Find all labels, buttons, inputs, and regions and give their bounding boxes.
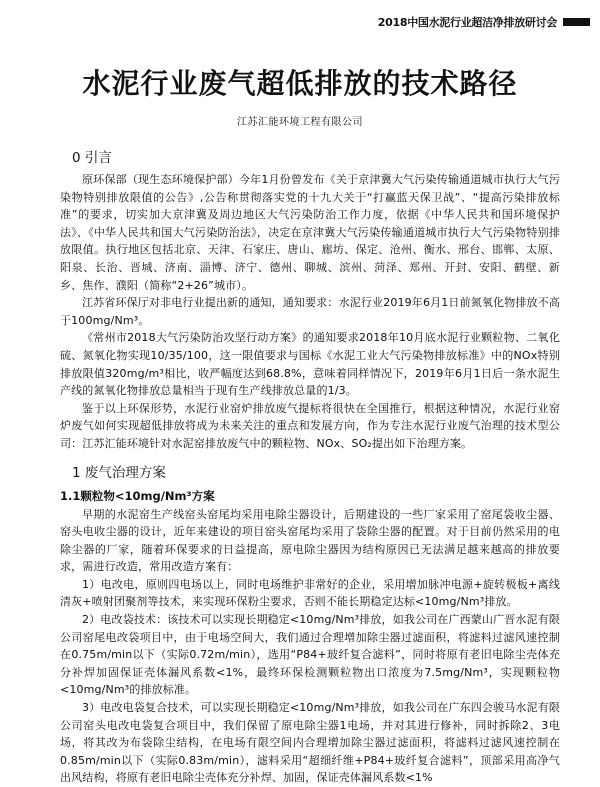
section-heading-introduction: 0 引言 xyxy=(72,150,112,166)
paragraph: 2）电改袋技术：该技术可以实现长期稳定<10mg/Nm³排放，如我公司在广西蒙山广晋水泥有限公司窑尾电改袋项目中，由于电场空间大，我们通过合理增加除尘器过滤面积，将滤料过滤风速控制在0.75m/min以下（实际0.72m/min），选用“P84+玻纤复合滤料”，同时将原有老旧电除尘壳体充分补焊加固保证壳体漏风系数<1%，最终环保检测颗粒物出口浓度为7.5mg/Nm³，实现颗粒物<10mg/Nm³的排放标准。 xyxy=(60,613,560,697)
paragraph: 鉴于以上环保形势，水泥行业窑炉排放废气提标将很快在全国推行，根据这种情况，水泥行业窑炉废气如何实现超低排放将成为未来关注的重点和发展方向，作为专注水泥行业废气治理的技术型公司：江苏汇能环境针对水泥窑排放废气中的颗粒物、NOx、SO₂提出如下治理方案。 xyxy=(60,401,560,450)
paragraph: 早期的水泥窑生产线窑头窑尾均采用电除尘器设计，后期建设的一些厂家采用了窑尾袋收尘器、窑头电收尘器的设计，近年来建设的项目窑头窑尾均采用了袋除尘器的配置。对于目前仍然采用的电除尘器的厂家，随着环保要求的日益提高，原电除尘器因为结构原因已无法满足越来越高的排放要求，需进行改造，常用改造方案有： xyxy=(60,507,560,574)
section-heading-treatment: 1 废气治理方案 xyxy=(72,464,166,481)
subsection-heading-particulate: 1.1颗粒物<10mg/Nm³方案 xyxy=(60,488,215,503)
running-head xyxy=(378,14,590,30)
article-body xyxy=(60,147,560,787)
paragraph: 原环保部（现生态环境保护部）今年1月份曾发布《关于京津冀大气污染传输通道城市执行大气污染物特别排放限值的公告》,公告称贯彻落实党的十九大关于“打赢蓝天保卫战”、“提高污染排放标准”的要求，切实加大京津冀及周边地区大气污染防治工作力度，依据《中华人民共和国环境保护法》、《中华人民共和国大气污染防治法》，决定在京津冀大气污染传输通道城市执行大气污染物特别排放限值。执行地区包括北京、天津、石家庄、唐山、廊坊、保定、沧州、衡水、邢台、邯郸、太原、阳泉、长治、晋城、济南、淄博、济宁、德州、聊城、滨州、菏泽、郑州、开封、安阳、鹤壁、新乡、焦作、濮阳（简称“2+26”城市）。 xyxy=(60,173,560,292)
header-bar xyxy=(563,18,590,26)
paragraph: 3）电改电袋复合技术，可以实现长期稳定<10mg/Nm³排放，如我公司在广东四会骏马水泥有限公司窑头电改电袋复合项目中，我们保留了原电除尘器1电场，并对其进行修补，同时拆除2、3电场，将其改为布袋除尘结构，在电场有限空间内合理增加除尘器过滤面积，将滤料过滤风速控制在0.85m/min以下（实际0.83m/min），滤料采用“超细纤维+P84+玻纤复合滤料”，顶部采用高净气出风结构，将原有老旧电除尘壳体充分补焊、加固，保证壳体漏风系数<1% xyxy=(60,701,560,785)
paragraph: 江苏省环保厅对非电行业提出新的通知，通知要求：水泥行业2019年6月1日前氮氧化物排放不高于100mg/Nm³。 xyxy=(60,296,560,327)
paragraph: 《常州市2018大气污染防治攻坚行动方案》的通知要求2018年10月底水泥行业颗粒物、二氧化硫、氮氧化物实现10/35/100，这一限值要求与国标《水泥工业大气污染物排放标准》中的NOx特别排放限值320mg/m³相比，收严幅度达到68.8%，意味着同样情况下，2019年6月1日后一条水泥生产线的氮氧化物排放总量相当于现有生产线排放总量的1/3。 xyxy=(60,331,560,398)
paragraph: 1）电改电，原则四电场以上，同时电场维护非常好的企业，采用增加脉冲电源+旋转极板+离线清灰+喷射团聚剂等技术，来实现环保粉尘要求，否则不能长期稳定达标<10mg/Nm³排放。 xyxy=(60,577,560,609)
author-affiliation: 江苏汇能环境工程有限公司 xyxy=(237,117,363,128)
conference-name: 2018中国水泥行业超洁净排放研讨会 xyxy=(377,16,557,29)
article-title: 水泥行业废气超低排放的技术路径 xyxy=(82,67,518,100)
